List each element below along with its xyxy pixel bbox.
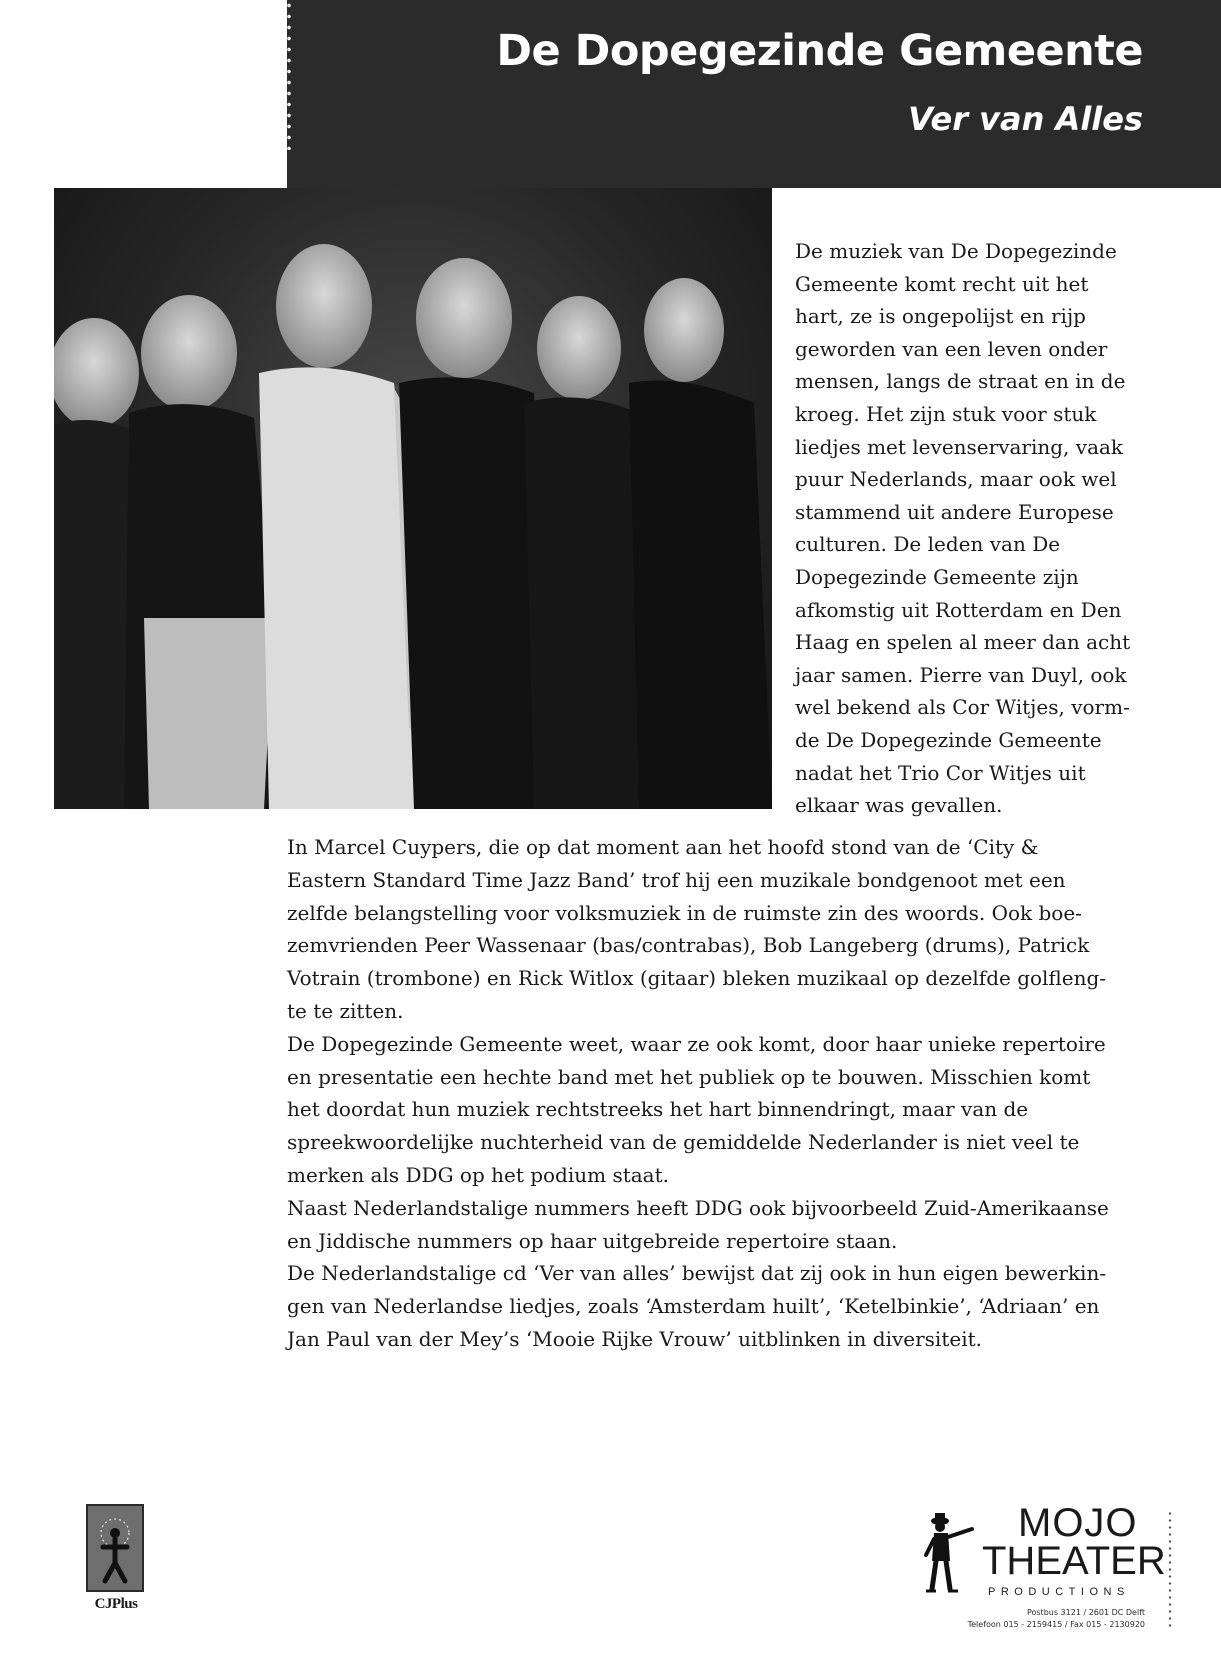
- text-line: nadat het Trio Cor Witjes uit: [795, 760, 1086, 785]
- text-line: zelfde belangstelling voor volksmuziek in de ruimste zin des woords. Ook boe-: [287, 900, 1082, 925]
- text-line: Haag en spelen al meer dan acht: [795, 630, 1131, 655]
- text-line: gen van Nederlandse liedjes, zoals ‘Amsterdam huilt’, ‘Ketelbinkie’, ‘Adriaan’ en: [287, 1294, 1100, 1319]
- text-line: en Jiddische nummers op haar uitgebreide repertoire staan.: [287, 1228, 898, 1253]
- mojo-theater-logo: [920, 1501, 1166, 1643]
- text-line: het doordat hun muziek rechtstreeks het hart binnendringt, maar van de: [287, 1097, 1029, 1122]
- text-line: hart, ze is ongepolijst en rijp: [795, 304, 1086, 329]
- text-line: De Dopegezinde Gemeente weet, waar ze ook komt, door haar unieke repertoire: [287, 1031, 1106, 1056]
- mojo-contact: [968, 1607, 1145, 1631]
- text-line: Naast Nederlandstalige nummers heeft DDG ook bijvoorbeeld Zuid-Amerikaanse: [287, 1195, 1109, 1220]
- text-line: De muziek van De Dopegezinde: [795, 239, 1117, 263]
- text-line: Votrain (trombone) en Rick Witlox (gitaar) bleken muzikaal op dezelfde golfleng-: [287, 966, 1107, 991]
- band-photo-icon: [54, 188, 772, 809]
- body-text: [287, 831, 1147, 1356]
- mojo-performer-icon: [920, 1509, 980, 1594]
- text-line: wel bekend als Cor Witjes, vorm-: [795, 695, 1130, 720]
- cjp-logo-label: CJPlus: [94, 1596, 138, 1612]
- text-line: geworden van een leven onder: [795, 336, 1108, 361]
- mojo-logo-line3: PRODUCTIONS: [988, 1586, 1130, 1598]
- mojo-phone: Telefoon 015 - 2159415 / Fax 015 - 2130920: [967, 1620, 1145, 1629]
- text-line: stammend uit andere Europese: [795, 499, 1114, 524]
- text-line: Eastern Standard Time Jazz Band’ trof hij een muzikale bondgenoot met een: [287, 867, 1066, 892]
- text-line: elkaar was gevallen.: [795, 793, 1003, 818]
- cjp-logo-icon: [85, 1503, 145, 1593]
- text-line: liedjes met levenservaring, vaak: [795, 434, 1124, 459]
- intro-column: [795, 235, 1155, 822]
- page-subtitle: Ver van Alles: [908, 100, 1143, 138]
- text-line: zemvrienden Peer Wassenaar (bas/contrabas), Bob Langeberg (drums), Patrick: [287, 933, 1090, 958]
- mojo-address: Postbus 3121 / 2601 DC Delft: [1026, 1608, 1145, 1617]
- footer-dotted-rule: [1168, 1510, 1172, 1630]
- band-photo: [54, 188, 772, 809]
- mojo-logo-line1: MOJO: [1018, 1501, 1138, 1545]
- text-line: In Marcel Cuypers, die op dat moment aan het hoofd stond van de ‘City &: [287, 835, 1039, 859]
- text-line: afkomstig uit Rotterdam en Den: [795, 597, 1122, 622]
- text-line: jaar samen. Pierre van Duyl, ook: [795, 662, 1127, 687]
- text-line: culturen. De leden van De: [795, 532, 1061, 557]
- text-line: De Nederlandstalige cd ‘Ver van alles’ bewijst dat zij ook in hun eigen bewerkin-: [287, 1261, 1107, 1286]
- text-line: Dopegezinde Gemeente zijn: [795, 564, 1079, 589]
- page-title: De Dopegezinde Gemeente: [496, 26, 1143, 76]
- text-line: merken als DDG op het podium staat.: [287, 1162, 670, 1187]
- text-line: mensen, langs de straat en in de: [795, 369, 1126, 394]
- mojo-logo-line2: THEATER: [982, 1539, 1166, 1583]
- text-line: puur Nederlands, maar ook wel: [795, 467, 1117, 492]
- header-dotted-rule: [286, 0, 292, 150]
- text-line: spreekwoordelijke nuchterheid van de gemiddelde Nederlander is niet veel te: [287, 1130, 1080, 1155]
- text-line: Jan Paul van der Mey’s ‘Mooie Rijke Vrouw’ uitblinken in diversiteit.: [287, 1326, 982, 1351]
- text-line: de De Dopegezinde Gemeente: [795, 727, 1102, 752]
- text-line: en presentatie een hechte band met het publiek op te bouwen. Misschien komt: [287, 1064, 1091, 1089]
- text-line: te te zitten.: [287, 998, 404, 1023]
- text-line: Gemeente komt recht uit het: [795, 271, 1089, 296]
- text-line: kroeg. Het zijn stuk voor stuk: [795, 401, 1097, 426]
